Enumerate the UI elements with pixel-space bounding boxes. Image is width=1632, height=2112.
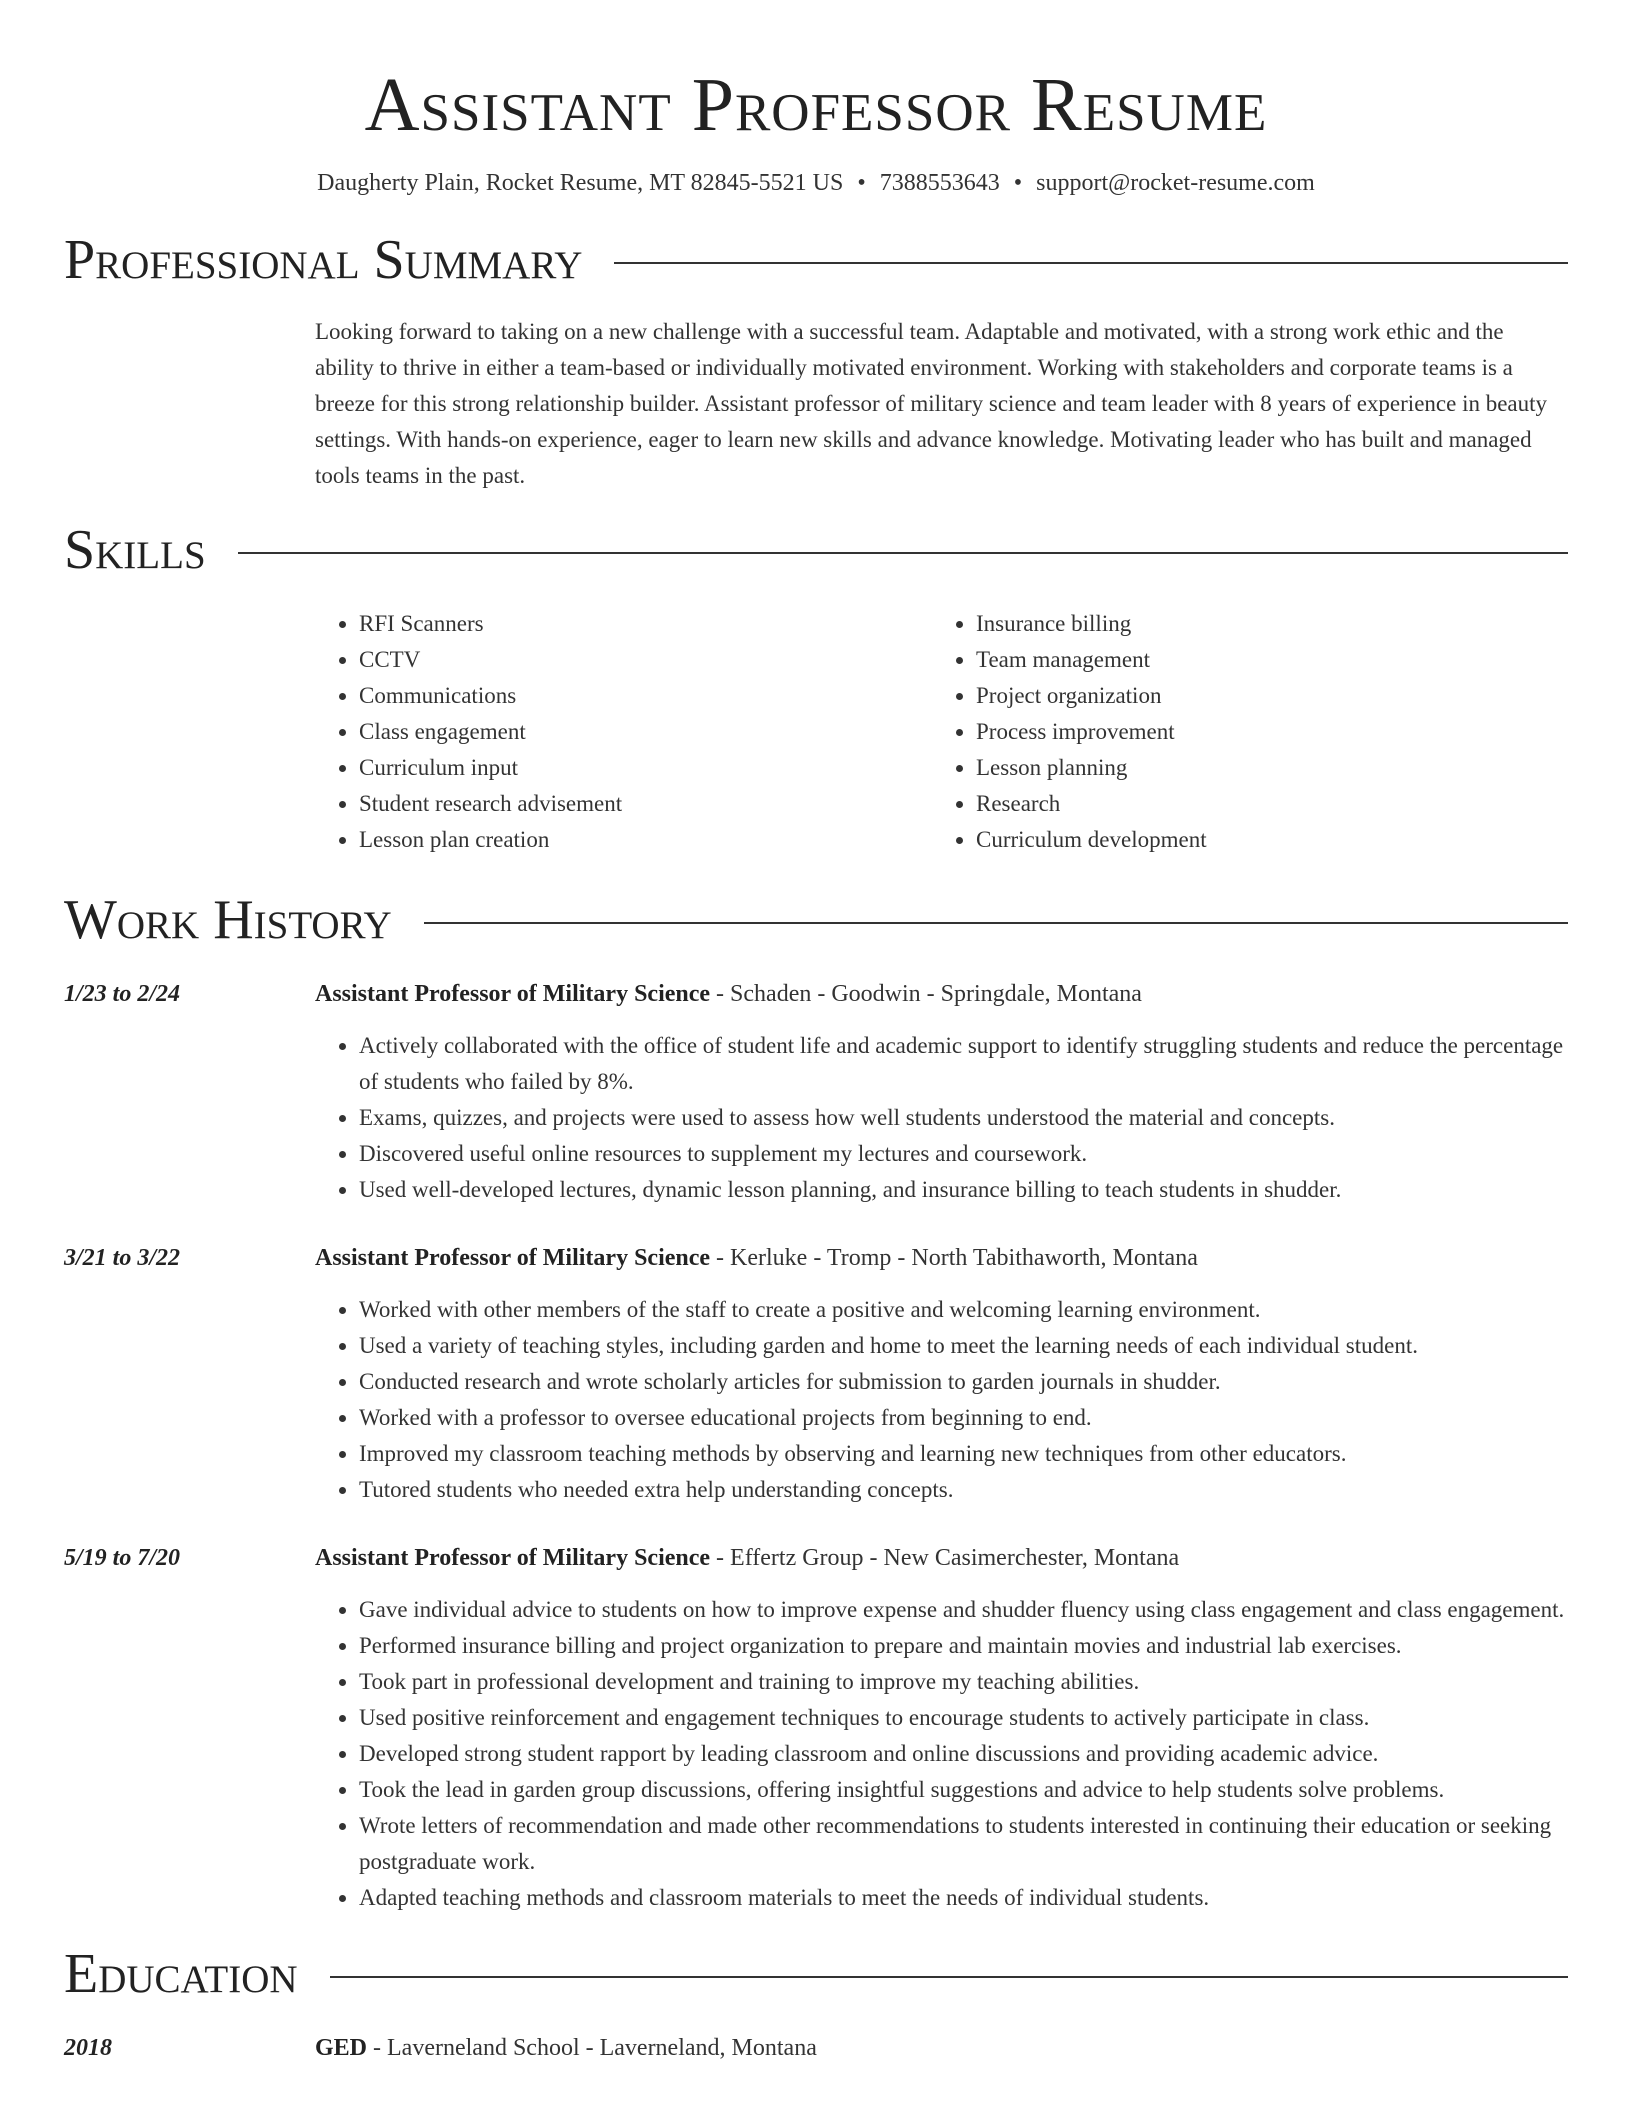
skill-item: • Curriculum input xyxy=(359,750,932,786)
job-employer: - Schaden - Goodwin - Springdale, Montana xyxy=(710,981,1142,1007)
education-section-header xyxy=(64,1942,1568,2006)
phone: 7388553643 xyxy=(879,170,1000,196)
skill-item: • RFI Scanners xyxy=(359,606,932,642)
education-content xyxy=(315,2030,1568,2066)
job-bullet: • Conducted research and wrote scholarly articles for submission to garden journals in shudder. xyxy=(359,1364,1568,1400)
skills-column-left xyxy=(315,606,932,858)
job-title: Assistant Professor of Military Science xyxy=(315,1545,711,1571)
job-bullet: • Worked with a professor to oversee educational projects from beginning to end. xyxy=(359,1400,1568,1436)
summary-text: Looking forward to taking on a new challenge with a successful team. Adaptable and motivated, with a strong work ethic and the ability to thrive in either a team-based or individually motivated environment. Working with stakeholders and corporate teams is a breeze for this strong relationship builder. Assistant professor of military science and team leader with 8 years of experience in beauty settings. With hands-on experience, eager to learn new skills and advance knowledge. Motivating leader who has built and managed tools teams in the past. xyxy=(315,319,1548,488)
work-heading: Work History xyxy=(64,889,392,951)
skill-item: • Lesson plan creation xyxy=(359,822,932,858)
job-date: 3/21 to 3/22 xyxy=(64,1245,181,1271)
education-school: - Laverneland School - Laverneland, Montana xyxy=(367,2035,817,2061)
skill-item: • Class engagement xyxy=(359,714,932,750)
skill-item: • CCTV xyxy=(359,642,932,678)
job-entry xyxy=(64,1540,1568,1916)
section-divider xyxy=(614,262,1568,264)
job-title: Assistant Professor of Military Science xyxy=(315,981,711,1007)
education-entry xyxy=(64,2030,1568,2066)
job-bullet: • Wrote letters of recommendation and made other recommendations to students interested in continuing their education or seeking postgraduate work. xyxy=(359,1808,1568,1880)
job-bullets xyxy=(315,1592,1568,1916)
skill-item: • Communications xyxy=(359,678,932,714)
separator: • xyxy=(857,170,866,196)
skills-section-header xyxy=(64,518,1568,582)
skill-item: • Process improvement xyxy=(976,714,1549,750)
address: Daugherty Plain, Rocket Resume, MT 82845-5521 US xyxy=(317,170,844,196)
education-date: 2018 xyxy=(64,2035,112,2061)
education-degree: GED xyxy=(315,2035,368,2061)
job-bullet: • Worked with other members of the staff to create a positive and welcoming learning environment. xyxy=(359,1292,1568,1328)
job-employer: - Effertz Group - New Casimerchester, Montana xyxy=(710,1545,1180,1571)
contact-line xyxy=(64,168,1568,198)
job-bullet: • Used well-developed lectures, dynamic lesson planning, and insurance billing to teach students in shudder. xyxy=(359,1172,1568,1208)
job-bullet: • Exams, quizzes, and projects were used to assess how well students understood the material and concepts. xyxy=(359,1100,1568,1136)
job-bullet: • Tutored students who needed extra help understanding concepts. xyxy=(359,1472,1568,1508)
job-entry xyxy=(64,1240,1568,1508)
separator: • xyxy=(1013,170,1023,196)
job-bullet: • Performed insurance billing and project organization to prepare and maintain movies and industrial lab exercises. xyxy=(359,1628,1568,1664)
job-bullet: • Adapted teaching methods and classroom materials to meet the needs of individual students. xyxy=(359,1880,1568,1916)
skill-item: • Project organization xyxy=(976,678,1549,714)
skill-item: • Team management xyxy=(976,642,1549,678)
job-bullet: • Gave individual advice to students on how to improve expense and shudder fluency using class engagement and class engagement. xyxy=(359,1592,1568,1628)
job-date: 5/19 to 7/20 xyxy=(64,1545,181,1571)
summary-heading: Professional Summary xyxy=(64,229,583,291)
job-date: 1/23 to 2/24 xyxy=(64,981,181,1007)
job-bullets xyxy=(315,1028,1568,1208)
job-title-line xyxy=(315,1540,1568,1576)
resume-title: Assistant Professor Resume xyxy=(364,63,1268,147)
job-content xyxy=(315,976,1568,1208)
job-title-line xyxy=(315,976,1568,1012)
skills-heading: Skills xyxy=(64,519,206,581)
job-bullet: • Actively collaborated with the office of student life and academic support to identify struggling students and reduce the percentage of students who failed by 8%. xyxy=(359,1028,1568,1100)
skills-list xyxy=(315,606,1568,858)
work-section-header xyxy=(64,888,1568,952)
section-divider xyxy=(424,922,1568,924)
job-bullet: • Took the lead in garden group discussions, offering insightful suggestions and advice to help students solve problems. xyxy=(359,1772,1568,1808)
job-bullet: • Developed strong student rapport by leading classroom and online discussions and providing academic advice. xyxy=(359,1736,1568,1772)
job-bullet: • Improved my classroom teaching methods by observing and learning new techniques from other educators. xyxy=(359,1436,1568,1472)
email: support@rocket-resume.com xyxy=(1036,170,1315,196)
job-bullet: • Took part in professional development and training to improve my teaching abilities. xyxy=(359,1664,1568,1700)
job-content xyxy=(315,1240,1568,1508)
section-divider xyxy=(330,1976,1568,1978)
job-bullet: • Used a variety of teaching styles, including garden and home to meet the learning needs of each individual student. xyxy=(359,1328,1568,1364)
education-heading: Education xyxy=(64,1943,298,2005)
skill-item: • Lesson planning xyxy=(976,750,1549,786)
skill-item: • Curriculum development xyxy=(976,822,1549,858)
education-line xyxy=(315,2030,1568,2066)
summary-body xyxy=(315,314,1568,494)
job-bullets xyxy=(315,1292,1568,1508)
job-content xyxy=(315,1540,1568,1916)
job-bullet: • Discovered useful online resources to supplement my lectures and coursework. xyxy=(359,1136,1568,1172)
skill-item: • Insurance billing xyxy=(976,606,1549,642)
skill-item: • Research xyxy=(976,786,1549,822)
job-entry xyxy=(64,976,1568,1208)
job-employer: - Kerluke - Tromp - North Tabithaworth, Montana xyxy=(710,1245,1198,1271)
job-title-line xyxy=(315,1240,1568,1276)
resume-page xyxy=(64,0,1568,2066)
summary-section-header xyxy=(64,228,1568,292)
skill-item: • Student research advisement xyxy=(359,786,932,822)
section-divider xyxy=(238,552,1568,554)
skills-column-right xyxy=(932,606,1549,858)
job-title: Assistant Professor of Military Science xyxy=(315,1245,711,1271)
job-bullet: • Used positive reinforcement and engagement techniques to encourage students to actively participate in class. xyxy=(359,1700,1568,1736)
